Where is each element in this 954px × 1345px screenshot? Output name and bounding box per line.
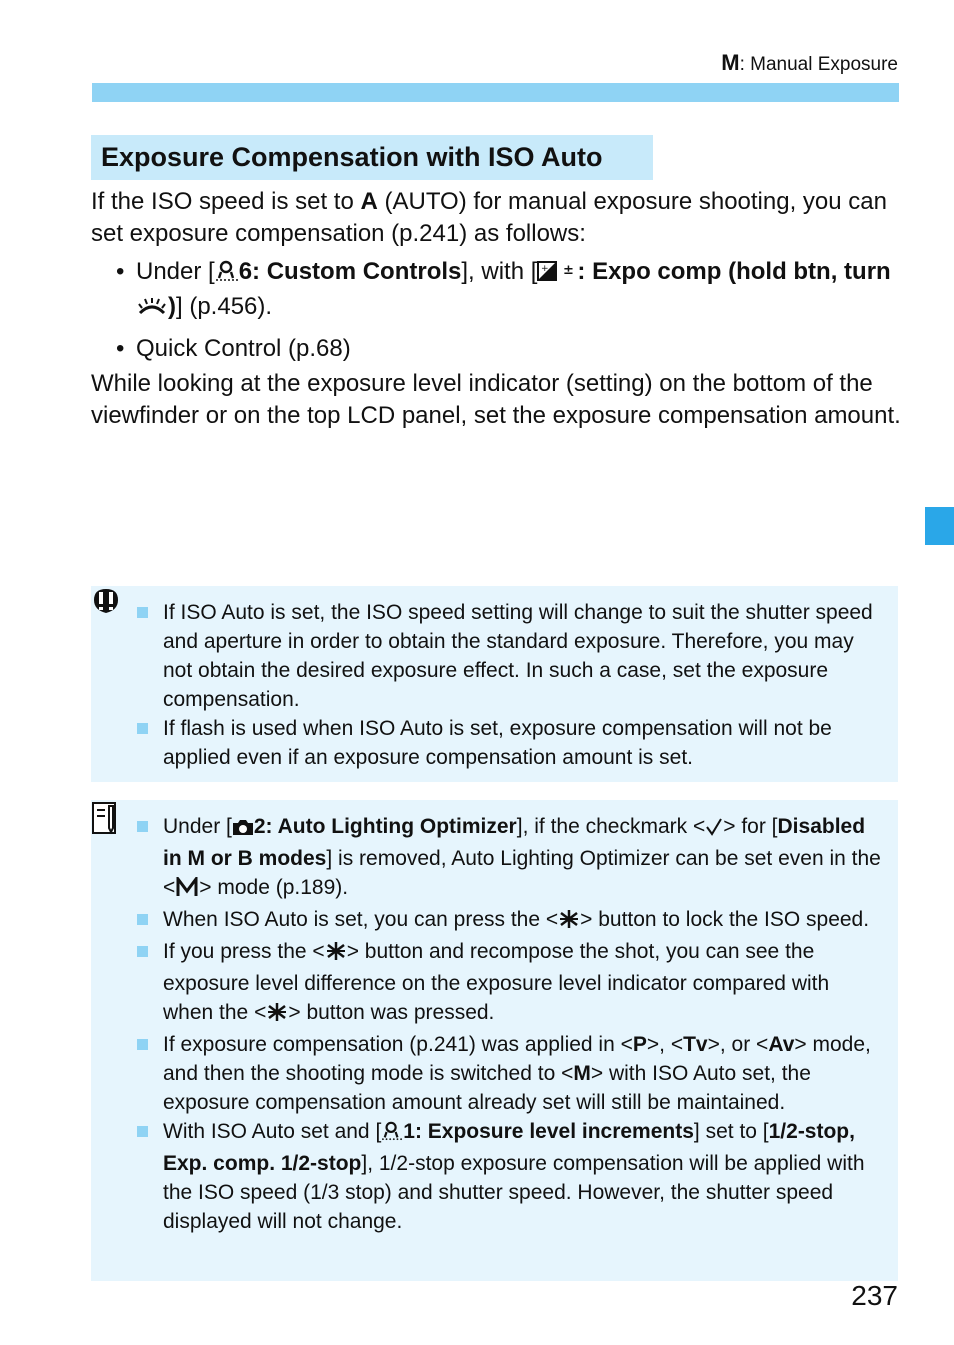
mode-av-label: Av (768, 1033, 795, 1056)
list-item: If you press the < > button and recompose the shot, you can see the exposure level difference on the exposure level indicator compared with when the < > button was pressed. (135, 937, 885, 1030)
mode-letter: M (721, 50, 740, 75)
mode-p-label: P (632, 1033, 647, 1056)
notes-box (91, 800, 898, 1281)
ae-lock-icon (325, 940, 347, 969)
list-item: Under [ 2: Auto Lighting Optimizer], if the checkmark < > for [Disabled in M or B modes] is removed, Auto Lighting Optimizer can be set even in the < > mode (p.189). (135, 812, 885, 905)
svg-text:+: + (541, 264, 549, 274)
custom-functions-icon (381, 1120, 403, 1149)
list-item: When ISO Auto is set, you can press the < > button to lock the ISO speed. (135, 905, 885, 937)
list-item: • Quick Control (p.68) (116, 335, 351, 362)
caution-box (91, 586, 898, 782)
checkmark-icon (705, 815, 723, 844)
ae-lock-icon (266, 1001, 288, 1030)
svg-text:±: ± (563, 263, 575, 278)
list-item: With ISO Auto set and [ 1: Exposure level increments] set to [1/2-stop, Exp. comp. 1/2-stop], 1/2-stop exposure compensation will be applied with the ISO speed (1/3 stop) and shutter speed. However, the shutter speed displayed will not change. (135, 1117, 885, 1236)
list-item: If ISO Auto is set, the ISO speed setting will change to suit the shutter speed and aperture in order to obtain the standard exposure. Therefore, you may not obtain the desired exposure effect. In such a case, set the exposure compensation. (135, 598, 885, 714)
mode-m-icon (175, 876, 199, 905)
section-title: Exposure Compensation with ISO Auto (91, 135, 653, 180)
list-item: • Under [ 6: Custom Controls], with [ + ± : Expo comp (hold btn, turn )] (p.456). (116, 256, 906, 326)
body-paragraph: While looking at the exposure level indicator (setting) on the bottom of the viewfinder or on the top LCD panel, set the exposure compensation amount. (91, 370, 901, 429)
mode-m-label: M (573, 1062, 591, 1085)
main-dial-icon (136, 294, 168, 326)
method-list (116, 256, 906, 372)
chapter-tab (925, 507, 954, 545)
exposure-compensation-icon (537, 259, 577, 291)
mode-tv-label: Tv (683, 1033, 708, 1056)
custom-functions-icon (215, 259, 239, 291)
page-number: 237 (851, 1280, 898, 1311)
list-item: If flash is used when ISO Auto is set, exposure compensation will not be applied even if an exposure compensation amount is set. (135, 714, 885, 772)
running-header (721, 50, 898, 76)
iso-auto-letter: A (360, 188, 378, 215)
note-icon (91, 800, 121, 841)
camera-icon (232, 815, 254, 844)
ae-lock-icon (558, 908, 580, 937)
caution-icon (91, 586, 121, 621)
list-item: If exposure compensation (p.241) was applied in <P>, <Tv>, or <Av> mode, and then the shooting mode is switched to <M> with ISO Auto set, the exposure compensation amount already set will still be maintained. (135, 1030, 885, 1117)
running-header-title: : Manual Exposure (739, 54, 898, 75)
intro-paragraph: If the ISO speed is set to A (AUTO) for manual exposure shooting, you can set exposure compensation (p.241) as follows: (91, 188, 887, 247)
header-bar (92, 83, 899, 102)
